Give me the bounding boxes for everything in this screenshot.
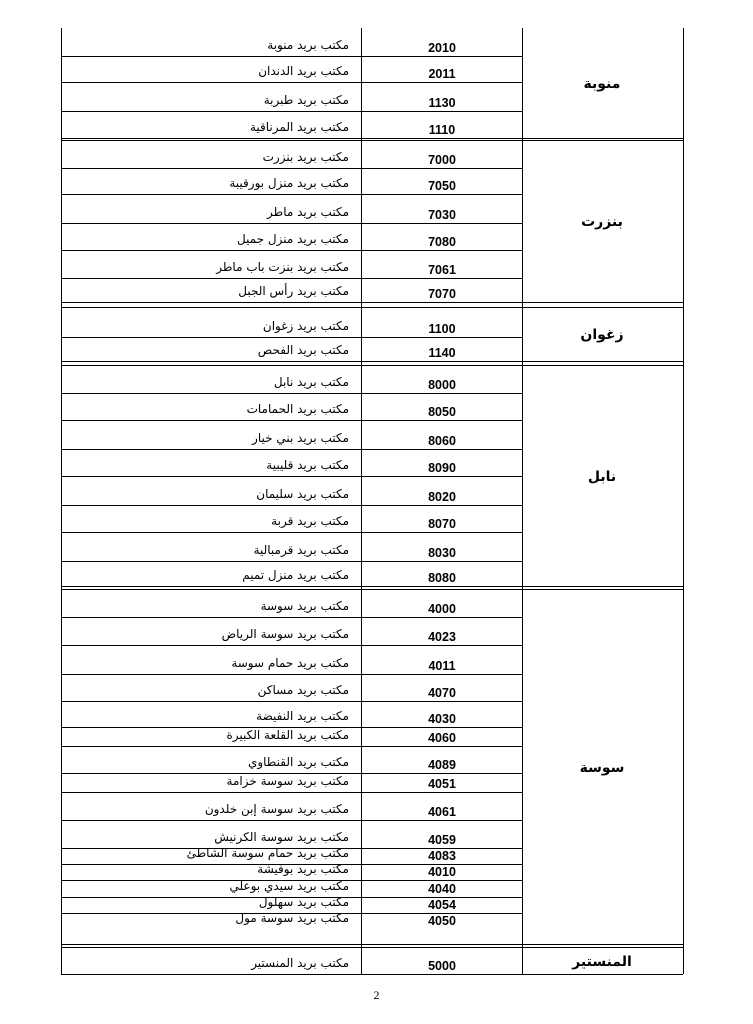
post-office-name: مكتب بريد حمام سوسة الشاطئ	[186, 846, 349, 860]
row-separator	[61, 746, 522, 747]
postal-code: 8030	[428, 546, 456, 560]
post-office-name: مكتب بريد سوسة الكرنيش	[214, 830, 349, 844]
group-border-top	[61, 365, 683, 366]
post-office-name: مكتب بريد منزل تميم	[242, 568, 349, 582]
postal-code: 4050	[428, 914, 456, 928]
group-border-top	[61, 307, 683, 308]
group-border-bottom	[61, 302, 683, 303]
postal-code: 7000	[428, 153, 456, 167]
governorate-name: زغوان	[580, 327, 624, 343]
post-office-name: مكتب بريد سوسة	[260, 599, 349, 613]
group-border-bottom	[61, 586, 683, 587]
post-office-name: مكتب بريد سوسة مول	[235, 911, 349, 925]
page-number: 2	[373, 988, 380, 1002]
post-office-name: مكتب بريد منوبة	[267, 38, 349, 52]
postal-code: 4023	[428, 630, 456, 644]
governorate-name: نابل	[587, 469, 617, 485]
postal-code: 7061	[428, 263, 456, 277]
post-office-name: مكتب بريد القلعة الكبيرة	[226, 728, 349, 742]
postal-code: 4040	[428, 882, 456, 896]
postal-code: 5000	[428, 959, 456, 973]
post-office-name: مكتب بريد الدندان	[258, 64, 349, 78]
post-office-name: مكتب بريد حمام سوسة	[231, 656, 349, 670]
row-separator	[61, 476, 522, 477]
row-separator	[61, 82, 522, 83]
row-separator	[61, 56, 522, 57]
group-border-bottom	[61, 361, 683, 362]
post-office-name: مكتب بريد المرناقية	[249, 120, 349, 134]
group-border-bottom	[61, 974, 683, 975]
postal-code: 7070	[428, 287, 456, 301]
row-separator	[61, 393, 522, 394]
post-office-name: مكتب بريد سهلول	[258, 895, 349, 909]
governorate-name: المنستير	[572, 954, 632, 970]
postal-code: 8050	[428, 405, 456, 419]
post-office-name: مكتب بريد سوسة الرياض	[221, 627, 349, 641]
post-office-name: مكتب بريد القنطاوي	[247, 755, 349, 769]
postal-code: 4060	[428, 731, 456, 745]
row-separator	[61, 645, 522, 646]
row-separator	[61, 820, 522, 821]
row-separator	[61, 674, 522, 675]
post-office-name: مكتب بريد سوسة خزامة	[226, 774, 349, 788]
postal-code: 4011	[428, 659, 456, 673]
post-office-name: مكتب بريد قليبية	[266, 458, 349, 472]
post-office-name: مكتب بريد سوسة إبن خلدون	[204, 802, 349, 816]
table-border-right	[683, 28, 684, 974]
row-separator	[61, 792, 522, 793]
postal-code: 7030	[428, 208, 456, 222]
row-separator	[61, 561, 522, 562]
group-border-top	[61, 140, 683, 141]
column-divider	[522, 28, 523, 974]
postal-code: 4051	[428, 777, 456, 791]
group-border-bottom	[61, 138, 683, 139]
governorate-name: سوسة	[579, 760, 625, 776]
post-office-name: مكتب بريد النفيضة	[256, 709, 349, 723]
post-office-name: مكتب بريد سليمان	[256, 487, 349, 501]
row-separator	[61, 194, 522, 195]
post-office-name: مكتب بريد مساكن	[257, 683, 349, 697]
group-border-bottom	[61, 944, 683, 945]
row-separator	[61, 168, 522, 169]
postal-code: 1140	[428, 346, 456, 360]
group-border-top	[61, 589, 683, 590]
postal-code: 4070	[428, 686, 456, 700]
postal-code: 8090	[428, 461, 456, 475]
row-separator	[61, 223, 522, 224]
governorate-name: منوبة	[583, 76, 621, 92]
postal-code: 1130	[428, 96, 456, 110]
row-separator	[61, 337, 522, 338]
postal-code: 8070	[428, 517, 456, 531]
post-office-name: مكتب بريد بوفيشة	[257, 862, 349, 876]
post-office-name: مكتب بريد قربة	[271, 514, 349, 528]
postal-code: 7080	[428, 235, 456, 249]
post-office-name: مكتب بريد بني خيار	[252, 431, 349, 445]
postal-code: 7050	[428, 179, 456, 193]
postal-code: 2011	[428, 67, 456, 81]
postal-code: 4089	[428, 758, 456, 772]
post-office-name: مكتب بريد بنزت باب ماطر	[216, 260, 349, 274]
postal-code: 4000	[428, 602, 456, 616]
governorate-name: بنزرت	[581, 214, 623, 230]
postal-code: 4030	[428, 712, 456, 726]
post-office-name: مكتب بريد رأس الجبل	[238, 284, 349, 298]
post-office-name: مكتب بريد نابل	[273, 375, 349, 389]
row-separator	[61, 701, 522, 702]
postal-code: 4010	[428, 865, 456, 879]
postal-code: 4059	[428, 833, 456, 847]
post-office-name: مكتب بريد منزل بورقيبة	[229, 176, 349, 190]
postal-code: 4083	[428, 849, 456, 863]
postal-code: 8000	[428, 378, 456, 392]
postal-code: 8080	[428, 571, 456, 585]
post-office-name: مكتب بريد ماطر	[267, 205, 349, 219]
row-separator	[61, 420, 522, 421]
post-office-name: مكتب بريد المنستير	[251, 956, 349, 970]
row-separator	[61, 532, 522, 533]
group-border-top	[61, 947, 683, 948]
post-office-name: مكتب بريد الفحص	[257, 343, 349, 357]
row-separator	[61, 617, 522, 618]
postal-code: 8020	[428, 490, 456, 504]
postal-code: 8060	[428, 434, 456, 448]
postal-code: 1110	[428, 123, 456, 137]
postal-code: 1100	[428, 322, 456, 336]
postal-code: 2010	[428, 41, 456, 55]
row-separator	[61, 278, 522, 279]
row-separator	[61, 449, 522, 450]
post-office-name: مكتب بريد الحمامات	[246, 402, 349, 416]
row-separator	[61, 111, 522, 112]
row-separator	[61, 250, 522, 251]
post-office-name: مكتب بريد طبربة	[263, 93, 349, 107]
post-office-name: مكتب بريد سيدي بوعلي	[229, 879, 349, 893]
postal-code: 4054	[428, 898, 456, 912]
post-office-name: مكتب بريد زغوان	[262, 319, 349, 333]
post-office-name: مكتب بريد منزل جميل	[237, 232, 349, 246]
post-office-name: مكتب بريد بنزرت	[262, 150, 349, 164]
row-separator	[61, 505, 522, 506]
post-office-name: مكتب بريد قرمبالية	[253, 543, 349, 557]
postal-code: 4061	[428, 805, 456, 819]
